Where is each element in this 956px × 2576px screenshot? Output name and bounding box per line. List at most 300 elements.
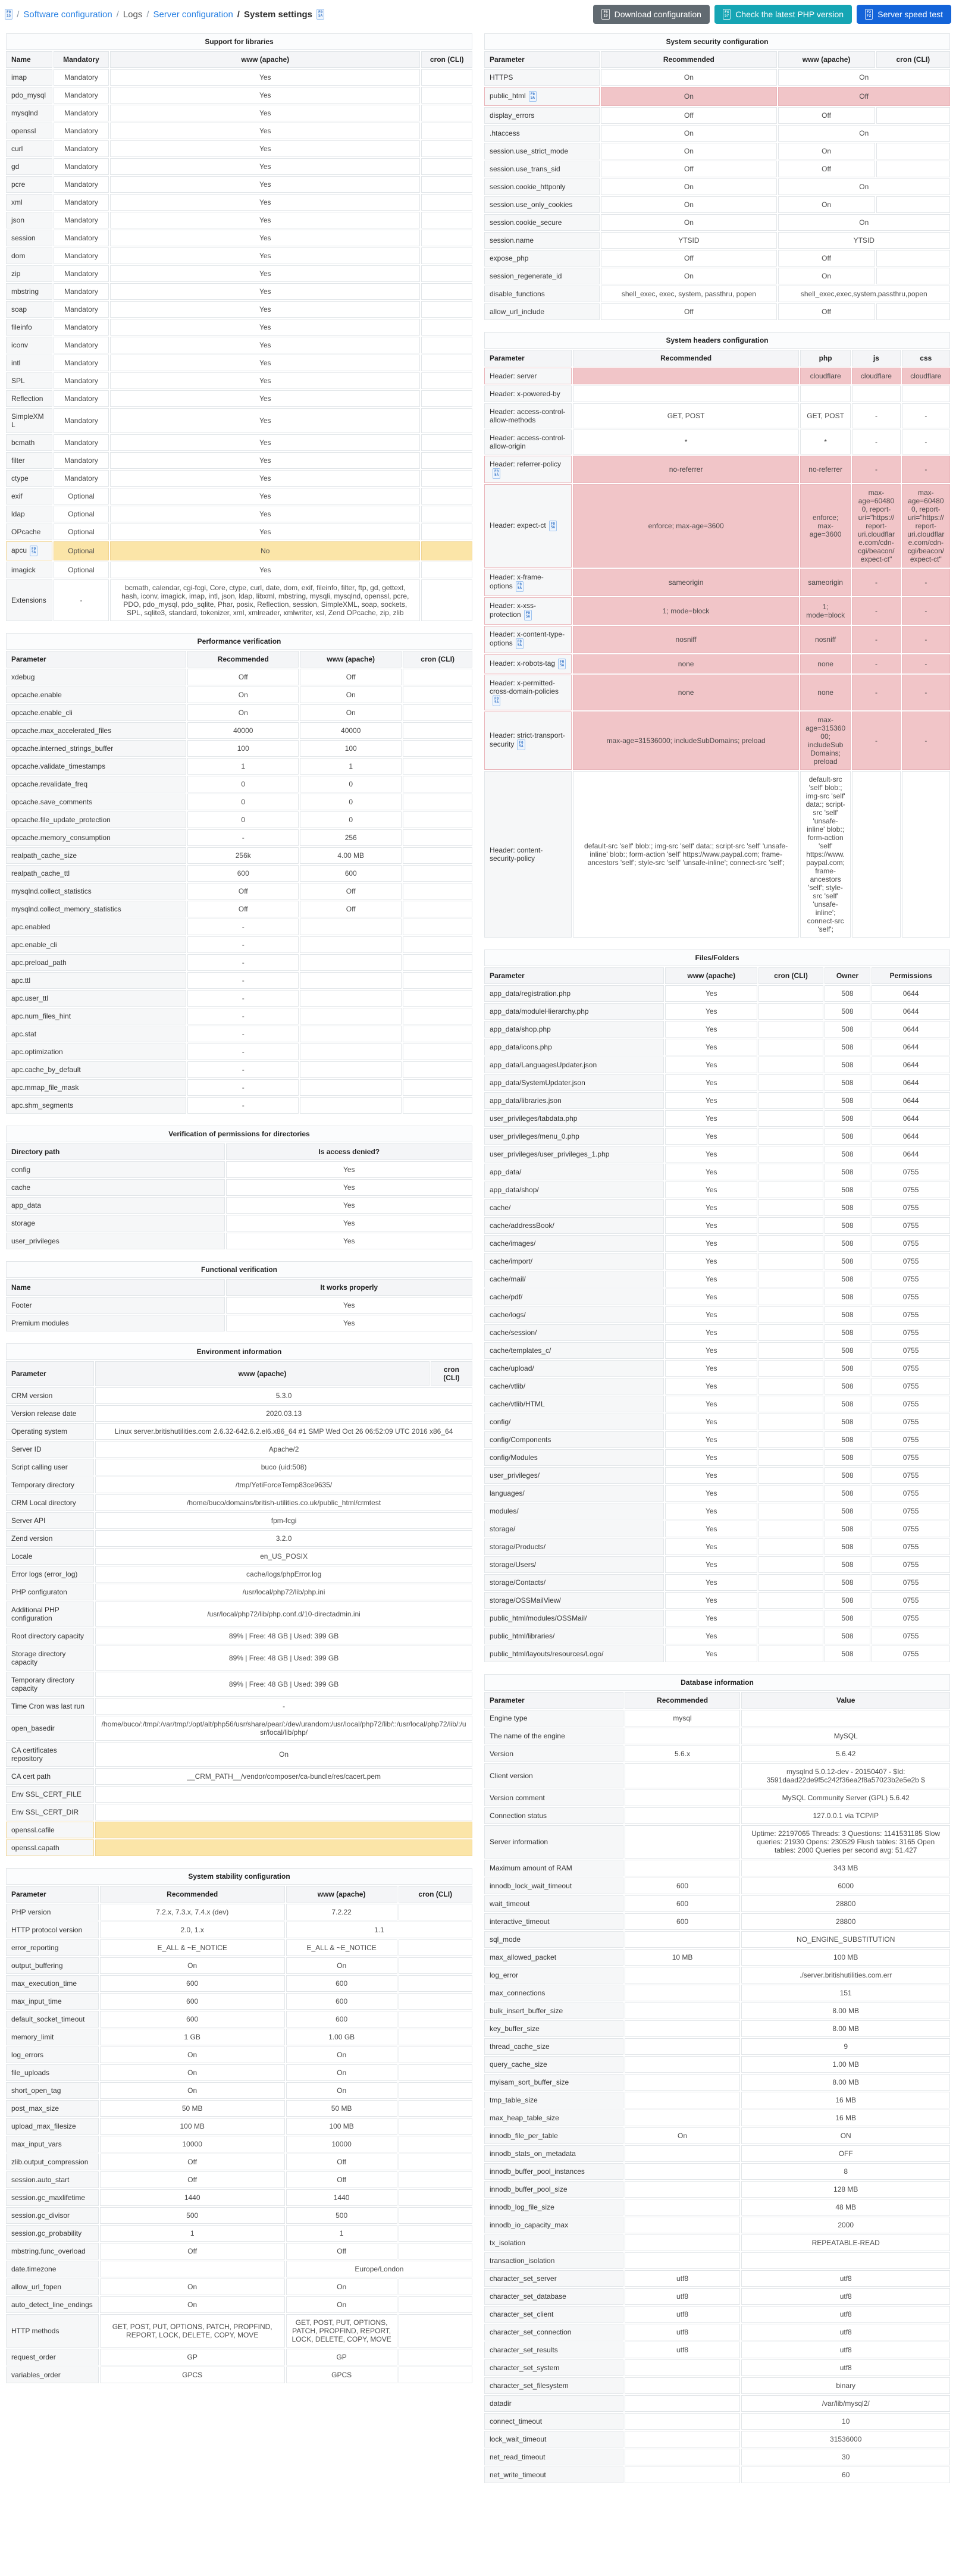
value-cell [778, 161, 875, 177]
value-cell [187, 687, 299, 703]
cell-text: 500 [336, 2211, 348, 2220]
cell-text: On [187, 2069, 198, 2077]
value-cell [902, 368, 950, 384]
value-cell [95, 1628, 472, 1644]
column-header: Parameter [484, 967, 664, 984]
info-icon[interactable]: F0 5A [558, 659, 566, 669]
value-cell [825, 1057, 871, 1073]
cell-text: Yes [705, 1543, 717, 1551]
cell-text: short_open_tag [11, 2086, 61, 2095]
cell-text: Off [187, 2247, 198, 2255]
value-cell [800, 597, 851, 625]
cell-text: Additional PHP configuration [11, 1606, 59, 1622]
cell-text: OFF [838, 2149, 853, 2158]
value-cell [300, 811, 402, 828]
table-row [484, 386, 950, 402]
param-cell [484, 1985, 623, 2001]
value-cell [741, 1807, 950, 1824]
param-cell [6, 212, 52, 228]
cell-text: ctype [11, 474, 29, 482]
cell-text: On [684, 183, 694, 191]
check-latest-php-version-button[interactable] [714, 5, 852, 24]
value-cell [110, 265, 420, 282]
cell-text: cloudflare [910, 372, 942, 380]
table-row [6, 687, 472, 703]
cell-text: upload_max_filesize [11, 2122, 76, 2130]
value-cell [852, 386, 900, 402]
value-cell [625, 1931, 741, 1948]
param-cell [484, 1646, 664, 1662]
value-cell [758, 1467, 823, 1484]
table-row [484, 1128, 950, 1145]
value-cell [741, 2270, 950, 2287]
value-cell [741, 1949, 950, 1966]
param-cell [484, 2020, 623, 2037]
value-cell [54, 408, 109, 433]
cell-text: GPCS [182, 2371, 203, 2379]
column-header: Recommended [601, 51, 776, 68]
cell-text: Yes [343, 1301, 355, 1309]
cell-text: Yes [705, 989, 717, 998]
value-cell [421, 123, 472, 139]
cell-text: 0755 [902, 1239, 919, 1248]
value-cell [300, 1097, 402, 1114]
column-header: www (apache) [300, 651, 402, 667]
param-cell [484, 1110, 664, 1127]
param-cell [6, 1628, 94, 1644]
table-row [484, 712, 950, 770]
param-cell [6, 1387, 94, 1404]
cell-text: 508 [841, 1364, 854, 1372]
value-cell [800, 368, 851, 384]
cell-text: - [924, 635, 927, 644]
param-cell [6, 919, 186, 935]
cell-text: allow_url_fopen [11, 2283, 62, 2291]
value-cell [601, 232, 776, 249]
value-cell [852, 626, 900, 653]
value-cell [100, 1922, 285, 1938]
cell-text: 0644 [902, 1114, 919, 1123]
value-cell [187, 794, 299, 810]
cell-text: 0755 [902, 1453, 919, 1462]
value-cell [902, 456, 950, 483]
cell-text: myisam_sort_buffer_size [490, 2078, 569, 2086]
cell-text: Yes [705, 1614, 717, 1622]
cell-text: 0755 [902, 1632, 919, 1640]
table-row [6, 2189, 472, 2206]
value-cell [95, 1494, 472, 1511]
cell-text: interactive_timeout [490, 1917, 550, 1926]
value-cell [872, 1199, 950, 1216]
cell-text: Yes [259, 359, 271, 367]
value-cell [825, 1164, 871, 1180]
cell-text: net_read_timeout [490, 2453, 546, 2461]
value-cell [187, 990, 299, 1007]
param-cell [484, 214, 600, 231]
breadcrumb-link-software-configuration[interactable]: Software configuration [23, 9, 112, 20]
cell-text: 0755 [902, 1221, 919, 1230]
cell-text: 508 [841, 1632, 854, 1640]
info-icon[interactable]: F0 5A [516, 638, 524, 649]
param-cell [484, 1021, 664, 1038]
cell-text: 508 [841, 1471, 854, 1480]
table-row [6, 1405, 472, 1422]
value-cell [286, 2047, 397, 2063]
table-row [6, 990, 472, 1007]
cell-text: lock_wait_timeout [490, 2435, 547, 2443]
value-cell [573, 386, 799, 402]
cell-text: max_heap_table_size [490, 2114, 559, 2122]
value-cell [625, 2252, 741, 2269]
value-cell [778, 303, 875, 320]
value-cell [399, 1904, 473, 1920]
cell-text: Yes [705, 1079, 717, 1087]
value-cell [625, 2110, 741, 2126]
value-cell [665, 1396, 757, 1412]
value-cell [187, 954, 299, 971]
value-cell [778, 87, 951, 106]
table-row [6, 1839, 472, 1856]
param-cell [484, 1235, 664, 1252]
value-cell [852, 771, 900, 938]
value-cell [187, 1097, 299, 1114]
value-cell [800, 403, 851, 428]
cell-text: Yes [259, 252, 271, 260]
cell-text: 30 [842, 2453, 850, 2461]
param-cell [484, 2038, 623, 2055]
value-cell [421, 105, 472, 121]
value-cell [54, 337, 109, 353]
cell-text: 508 [841, 1025, 854, 1033]
table-row [484, 1913, 950, 1930]
value-cell [573, 569, 799, 596]
value-cell [665, 1199, 757, 1216]
info-icon[interactable]: F0 5A [524, 610, 532, 621]
cell-text: binary [836, 2381, 856, 2390]
info-icon[interactable]: F0 5A [516, 581, 524, 592]
cell-text: 3.2.0 [275, 1534, 292, 1543]
param-cell [6, 1315, 225, 1331]
cell-text: Yes [705, 1632, 717, 1640]
cell-text: storage [11, 1219, 36, 1227]
cell-text: 1 [241, 762, 246, 770]
cell-text: Yes [259, 341, 271, 349]
value-cell [54, 140, 109, 157]
cell-text: 0755 [902, 1293, 919, 1301]
cell-text: 1 [339, 2229, 344, 2237]
value-cell [741, 1710, 950, 1726]
value-cell [825, 1610, 871, 1627]
cell-text: fpm-fcgi [271, 1516, 297, 1525]
cell-text: 0755 [902, 1257, 919, 1265]
value-cell [741, 2217, 950, 2233]
cell-text: Version comment [490, 1794, 545, 1802]
value-cell [300, 704, 402, 721]
value-cell [758, 1538, 823, 1555]
cell-text: - [80, 596, 83, 604]
value-cell [625, 2449, 741, 2465]
param-cell [6, 434, 52, 451]
table-row [6, 470, 472, 487]
value-cell [825, 1467, 871, 1484]
info-icon[interactable]: F0 5A [30, 546, 37, 556]
cell-text: Yes [705, 1328, 717, 1337]
param-cell [484, 2056, 623, 2073]
cell-text: Yes [259, 216, 271, 224]
value-cell [758, 1199, 823, 1216]
param-cell [484, 386, 572, 402]
value-cell [872, 1057, 950, 1073]
value-cell [800, 484, 851, 568]
value-cell [573, 484, 799, 568]
cell-text: Yes [705, 1400, 717, 1408]
value-cell [399, 2296, 473, 2313]
param-cell [484, 403, 572, 428]
value-cell [100, 2261, 285, 2277]
table-row [6, 434, 472, 451]
cell-text: Header: x-robots-tag [490, 659, 556, 668]
cell-text: Yes [343, 1201, 355, 1209]
table-row [6, 390, 472, 407]
param-cell [484, 161, 600, 177]
table-row [484, 303, 950, 320]
cell-text: Yes [259, 269, 271, 278]
value-cell [54, 506, 109, 522]
cell-text: Off [238, 887, 248, 895]
cell-text: Mandatory [64, 456, 98, 465]
param-cell [6, 1975, 99, 1992]
table-row [484, 2413, 950, 2430]
value-cell [741, 2449, 950, 2465]
value-cell [399, 2225, 473, 2242]
value-cell [665, 1414, 757, 1430]
value-cell [403, 1079, 472, 1096]
value-cell [95, 1646, 472, 1671]
value-cell [601, 250, 776, 267]
cell-text: apc.ttl [11, 976, 31, 985]
cell-text: 600 [676, 1900, 689, 1908]
param-cell [6, 541, 52, 560]
cell-text: GET, POST, PUT, OPTIONS, PATCH, PROPFIND, REPORT, LOCK, DELETE, COPY, MOVE [112, 2323, 272, 2339]
cell-text: session.cookie_secure [490, 218, 562, 227]
cell-text: modules/ [490, 1507, 519, 1515]
cell-text: 508 [841, 1400, 854, 1408]
table-row [484, 1217, 950, 1234]
cell-text: Operating system [11, 1427, 68, 1436]
value-cell [421, 488, 472, 504]
table-row [484, 161, 950, 177]
cell-text: - [874, 688, 877, 697]
value-cell [741, 2145, 950, 2162]
value-cell [825, 1378, 871, 1394]
cell-text: 40000 [341, 726, 361, 735]
cell-text: Yes [705, 1346, 717, 1355]
cell-text: Off [346, 887, 356, 895]
value-cell [665, 1628, 757, 1644]
value-cell [54, 87, 109, 104]
param-cell [6, 2011, 99, 2027]
column-header: cron (CLI) [758, 967, 823, 984]
cell-text: cache/pdf/ [490, 1293, 523, 1301]
info-icon[interactable]: F0 5A [493, 695, 500, 706]
table-row [6, 2367, 472, 2383]
server-speed-test-button[interactable] [857, 5, 951, 24]
value-cell [825, 1592, 871, 1609]
value-cell [421, 230, 472, 246]
table-row [484, 1556, 950, 1573]
cell-text: session.use_only_cookies [490, 200, 573, 209]
cell-text: 16 MB [835, 2114, 857, 2122]
cell-text: en_US_POSIX [260, 1552, 308, 1560]
cell-text: On [684, 272, 694, 280]
cell-text: 508 [841, 1275, 854, 1283]
value-cell [421, 506, 472, 522]
cell-text: bcmath [11, 438, 35, 447]
param-cell [6, 524, 52, 540]
cell-text: Premium modules [11, 1319, 69, 1327]
param-cell [484, 1485, 664, 1502]
table-row [6, 87, 472, 104]
value-cell [625, 2145, 741, 2162]
cell-text: 508 [841, 1132, 854, 1140]
table-row [484, 2306, 950, 2323]
cell-text: Mandatory [64, 323, 98, 331]
cell-text: user_privileges [11, 1237, 59, 1245]
value-cell [286, 2154, 397, 2170]
info-icon[interactable]: F0 5A [493, 468, 500, 479]
download-configuration-button[interactable] [593, 5, 710, 24]
info-icon[interactable]: F0 5A [517, 739, 525, 750]
table-row [6, 758, 472, 775]
cell-text: 508 [841, 1543, 854, 1551]
value-cell [95, 1602, 472, 1627]
info-icon[interactable]: F0 5A [316, 9, 324, 20]
table-row [6, 1061, 472, 1078]
value-cell [286, 2279, 397, 2295]
value-cell [110, 470, 420, 487]
value-cell [758, 1610, 823, 1627]
param-cell [6, 372, 52, 389]
cell-text: - [242, 833, 245, 842]
value-cell [110, 579, 420, 621]
value-cell [286, 2314, 397, 2348]
value-cell [665, 1592, 757, 1609]
value-cell [852, 569, 900, 596]
value-cell [872, 1128, 950, 1145]
cell-text: 508 [841, 1204, 854, 1212]
value-cell [665, 1074, 757, 1091]
value-cell [54, 434, 109, 451]
value-cell [110, 158, 420, 175]
value-cell [665, 1003, 757, 1020]
cell-text: Header: content-security-policy [490, 846, 543, 863]
param-cell [6, 1922, 99, 1938]
cell-text: imap [11, 73, 27, 82]
table-row [484, 1360, 950, 1377]
cell-text: openssl.cafile [11, 1826, 55, 1834]
table-row [6, 2314, 472, 2348]
info-icon[interactable]: F0 5A [529, 91, 537, 102]
value-cell [902, 675, 950, 710]
value-cell [286, 2225, 397, 2242]
cell-text: Server API [11, 1516, 46, 1525]
table-row [6, 865, 472, 882]
value-cell [226, 1297, 472, 1314]
value-cell [825, 1253, 871, 1270]
table-row [6, 1716, 472, 1741]
value-cell [187, 669, 299, 685]
table-row [6, 1512, 472, 1529]
param-cell [484, 1913, 623, 1930]
value-cell [110, 524, 420, 540]
cell-text: 8.00 MB [832, 2007, 860, 2015]
button-label: Check the latest PHP version [735, 10, 844, 19]
value-cell [758, 1414, 823, 1430]
value-cell [665, 1324, 757, 1341]
cell-text: Header: access-control-allow-methods [490, 408, 566, 424]
cell-text: output_buffering [11, 1961, 63, 1970]
value-cell [741, 2074, 950, 2091]
param-cell [484, 430, 572, 455]
breadcrumb-link-server-configuration[interactable]: Server configuration [153, 9, 233, 20]
table-row [484, 1057, 950, 1073]
database-information-table [483, 1673, 951, 2484]
value-cell [741, 2038, 950, 2055]
value-cell [399, 1939, 473, 1956]
param-cell [6, 1494, 94, 1511]
table-row [484, 2092, 950, 2108]
table-row [484, 2199, 950, 2215]
info-icon[interactable]: F0 5A [549, 521, 557, 531]
cell-text: none [678, 688, 694, 697]
cell-text: Off [238, 673, 248, 681]
column-header: Name [6, 51, 52, 68]
value-cell [421, 390, 472, 407]
cell-text: app_data/libraries.json [490, 1096, 562, 1105]
cell-text: Mandatory [64, 416, 98, 425]
directory-permissions-table [5, 1124, 474, 1251]
table-row [6, 811, 472, 828]
param-cell [6, 1602, 94, 1627]
files-folders-table [483, 948, 951, 1663]
cell-text: 508 [841, 1239, 854, 1248]
cell-text: 100 [344, 744, 357, 753]
cell-text: CA certificates repository [11, 1746, 57, 1763]
cell-text: Yes [705, 1507, 717, 1515]
value-cell [758, 1324, 823, 1341]
table-row [484, 87, 950, 106]
value-cell [421, 194, 472, 211]
column-header: Parameter [484, 1692, 623, 1709]
cell-text: 1 GB [184, 2033, 200, 2041]
param-cell [484, 2217, 623, 2233]
value-cell [110, 506, 420, 522]
cell-text: user_privileges/tabdata.php [490, 1114, 578, 1123]
table-row [6, 158, 472, 175]
value-cell [286, 2136, 397, 2152]
column-header: www (apache) [778, 51, 875, 68]
cell-text: 0 [349, 798, 353, 806]
cell-text: On [684, 129, 694, 137]
table-row [6, 1768, 472, 1785]
cell-text: innodb_file_per_table [490, 2132, 558, 2140]
table-row [484, 484, 950, 568]
cell-text: 5.3.0 [275, 1392, 292, 1400]
value-cell [95, 1459, 472, 1475]
cell-text: 508 [841, 1150, 854, 1158]
cell-text: exif [11, 492, 23, 500]
cell-text: Off [346, 673, 356, 681]
